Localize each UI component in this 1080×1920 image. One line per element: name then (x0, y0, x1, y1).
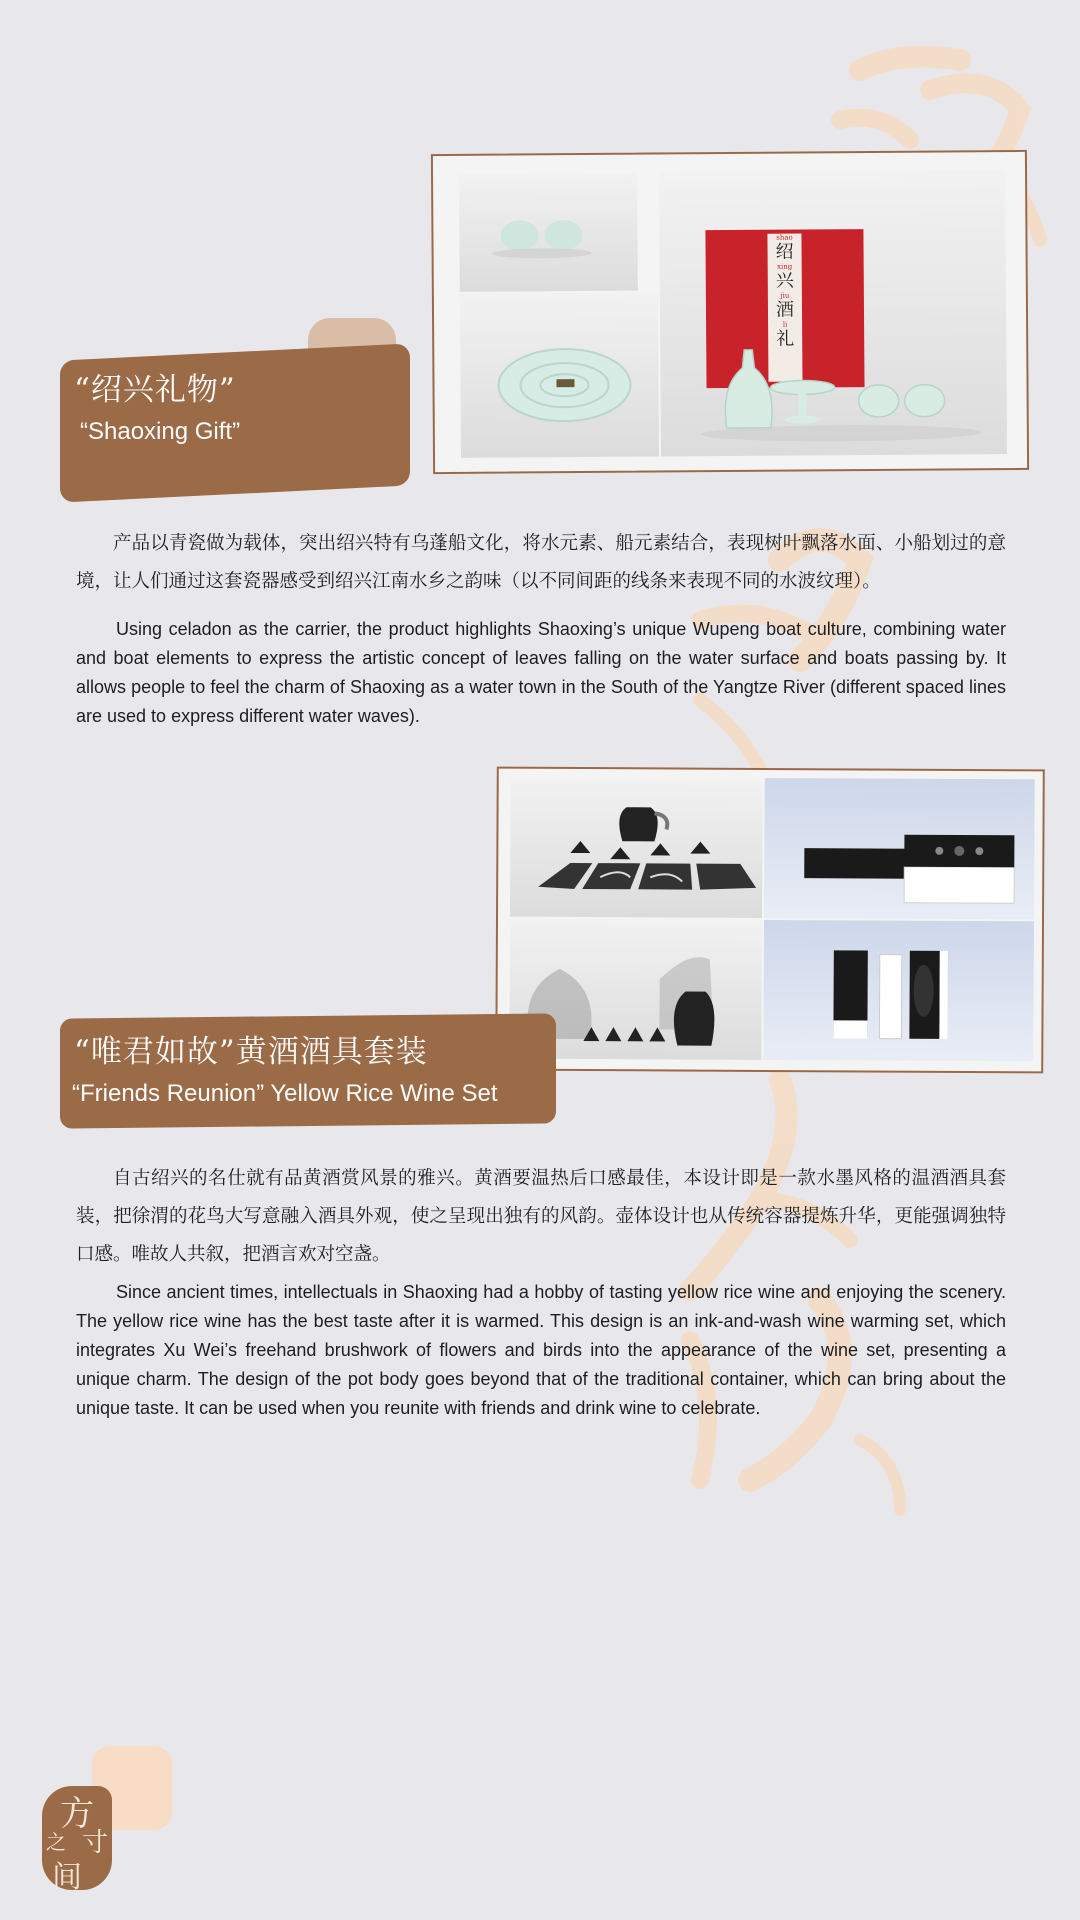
cups-illustration (459, 173, 638, 292)
box-char-4: 礼 (776, 328, 795, 350)
section2-title-en: “Friends Reunion” Yellow Rice Wine Set (72, 1080, 498, 1107)
section2-title-plate (60, 1013, 556, 1128)
logo-char-3: 之 (46, 1830, 66, 1854)
brand-logo (42, 1786, 112, 1895)
photo-wine-set-plates (510, 777, 763, 918)
box-char-2: 兴 (775, 270, 794, 292)
logo-char-2: 寸 (82, 1828, 109, 1858)
photo-plate (460, 293, 659, 458)
celadon-set-illustration (659, 170, 1007, 456)
ink-set-illustration (510, 777, 763, 918)
section2-title-cn: “唯君如故”黄酒酒具套装 (74, 1034, 428, 1070)
plate-illustration (460, 293, 659, 458)
wine-set-photo-frame (495, 767, 1045, 1074)
section1-desc-en: Using celadon as the carrier, the product highlights Shaoxing’s unique Wupeng boat culture, combining water and boat elements to express the artistic concept of leaves falling on the water surface and boats passing by. It allows people to feel the charm of Shaoxing as a water town in the South of the Yangtze River (different spaced lines are used to express different water waves). (76, 619, 1006, 726)
gift-photo-frame (431, 150, 1029, 474)
photo-cups (459, 173, 638, 292)
logo-char-1: 方 (60, 1794, 94, 1834)
box-pinyin-1: shao (776, 233, 793, 242)
logo-char-4: 间 (52, 1860, 82, 1895)
upright-boxes-illustration (763, 920, 1034, 1061)
photo-wine-set-boxes (764, 778, 1035, 919)
boxes-illustration (764, 778, 1035, 919)
box-pinyin-2: xing (777, 262, 793, 271)
section2-desc-en: Since ancient times, intellectuals in Shaoxing had a hobby of tasting yellow rice wine and enjoying the scenery. The yellow rice wine has the best taste after it is warmed. This design is an ink-and-wash wine warming set, which integrates Xu Wei’s freehand brushwork of flowers and birds into the appearance of the wine set, presenting a unique charm. The design of the pot body goes beyond that of the traditional container, which can bring about the unique taste. It can be used when you reunite with friends and drink wine to celebrate. (76, 1282, 1006, 1418)
section1-title-cn: “绍兴礼物” (74, 372, 236, 408)
section2-desc-cn: 自古绍兴的名仕就有品黄酒赏风景的雅兴。黄酒要温热后口感最佳，本设计即是一款水墨风格的温酒酒具套装，把徐渭的花鸟大写意融入酒具外观，使之呈现出独有的风韵。壶体设计也从传统容器提炼升华，更能强调独特口感。唯故人共叙，把酒言欢对空盏。 (76, 1168, 1006, 1265)
section1-title-en: “Shaoxing Gift” (80, 418, 241, 445)
box-char-3: 酒 (775, 299, 795, 321)
photo-gift-box (659, 170, 1007, 456)
box-pinyin-3: jiu (780, 291, 790, 300)
section1-desc-cn: 产品以青瓷做为载体，突出绍兴特有乌蓬船文化，将水元素、船元素结合，表现树叶飘落水面、小船划过的意境，让人们通过这套瓷器感受到绍兴江南水乡之韵味（以不同间距的线条来表现不同的水波纹理）。 (76, 533, 1006, 592)
box-pinyin-4: li (782, 320, 788, 329)
photo-wine-set-upright-boxes (763, 920, 1034, 1061)
section1-title-plate (60, 343, 410, 502)
box-char-1: 绍 (775, 241, 794, 263)
